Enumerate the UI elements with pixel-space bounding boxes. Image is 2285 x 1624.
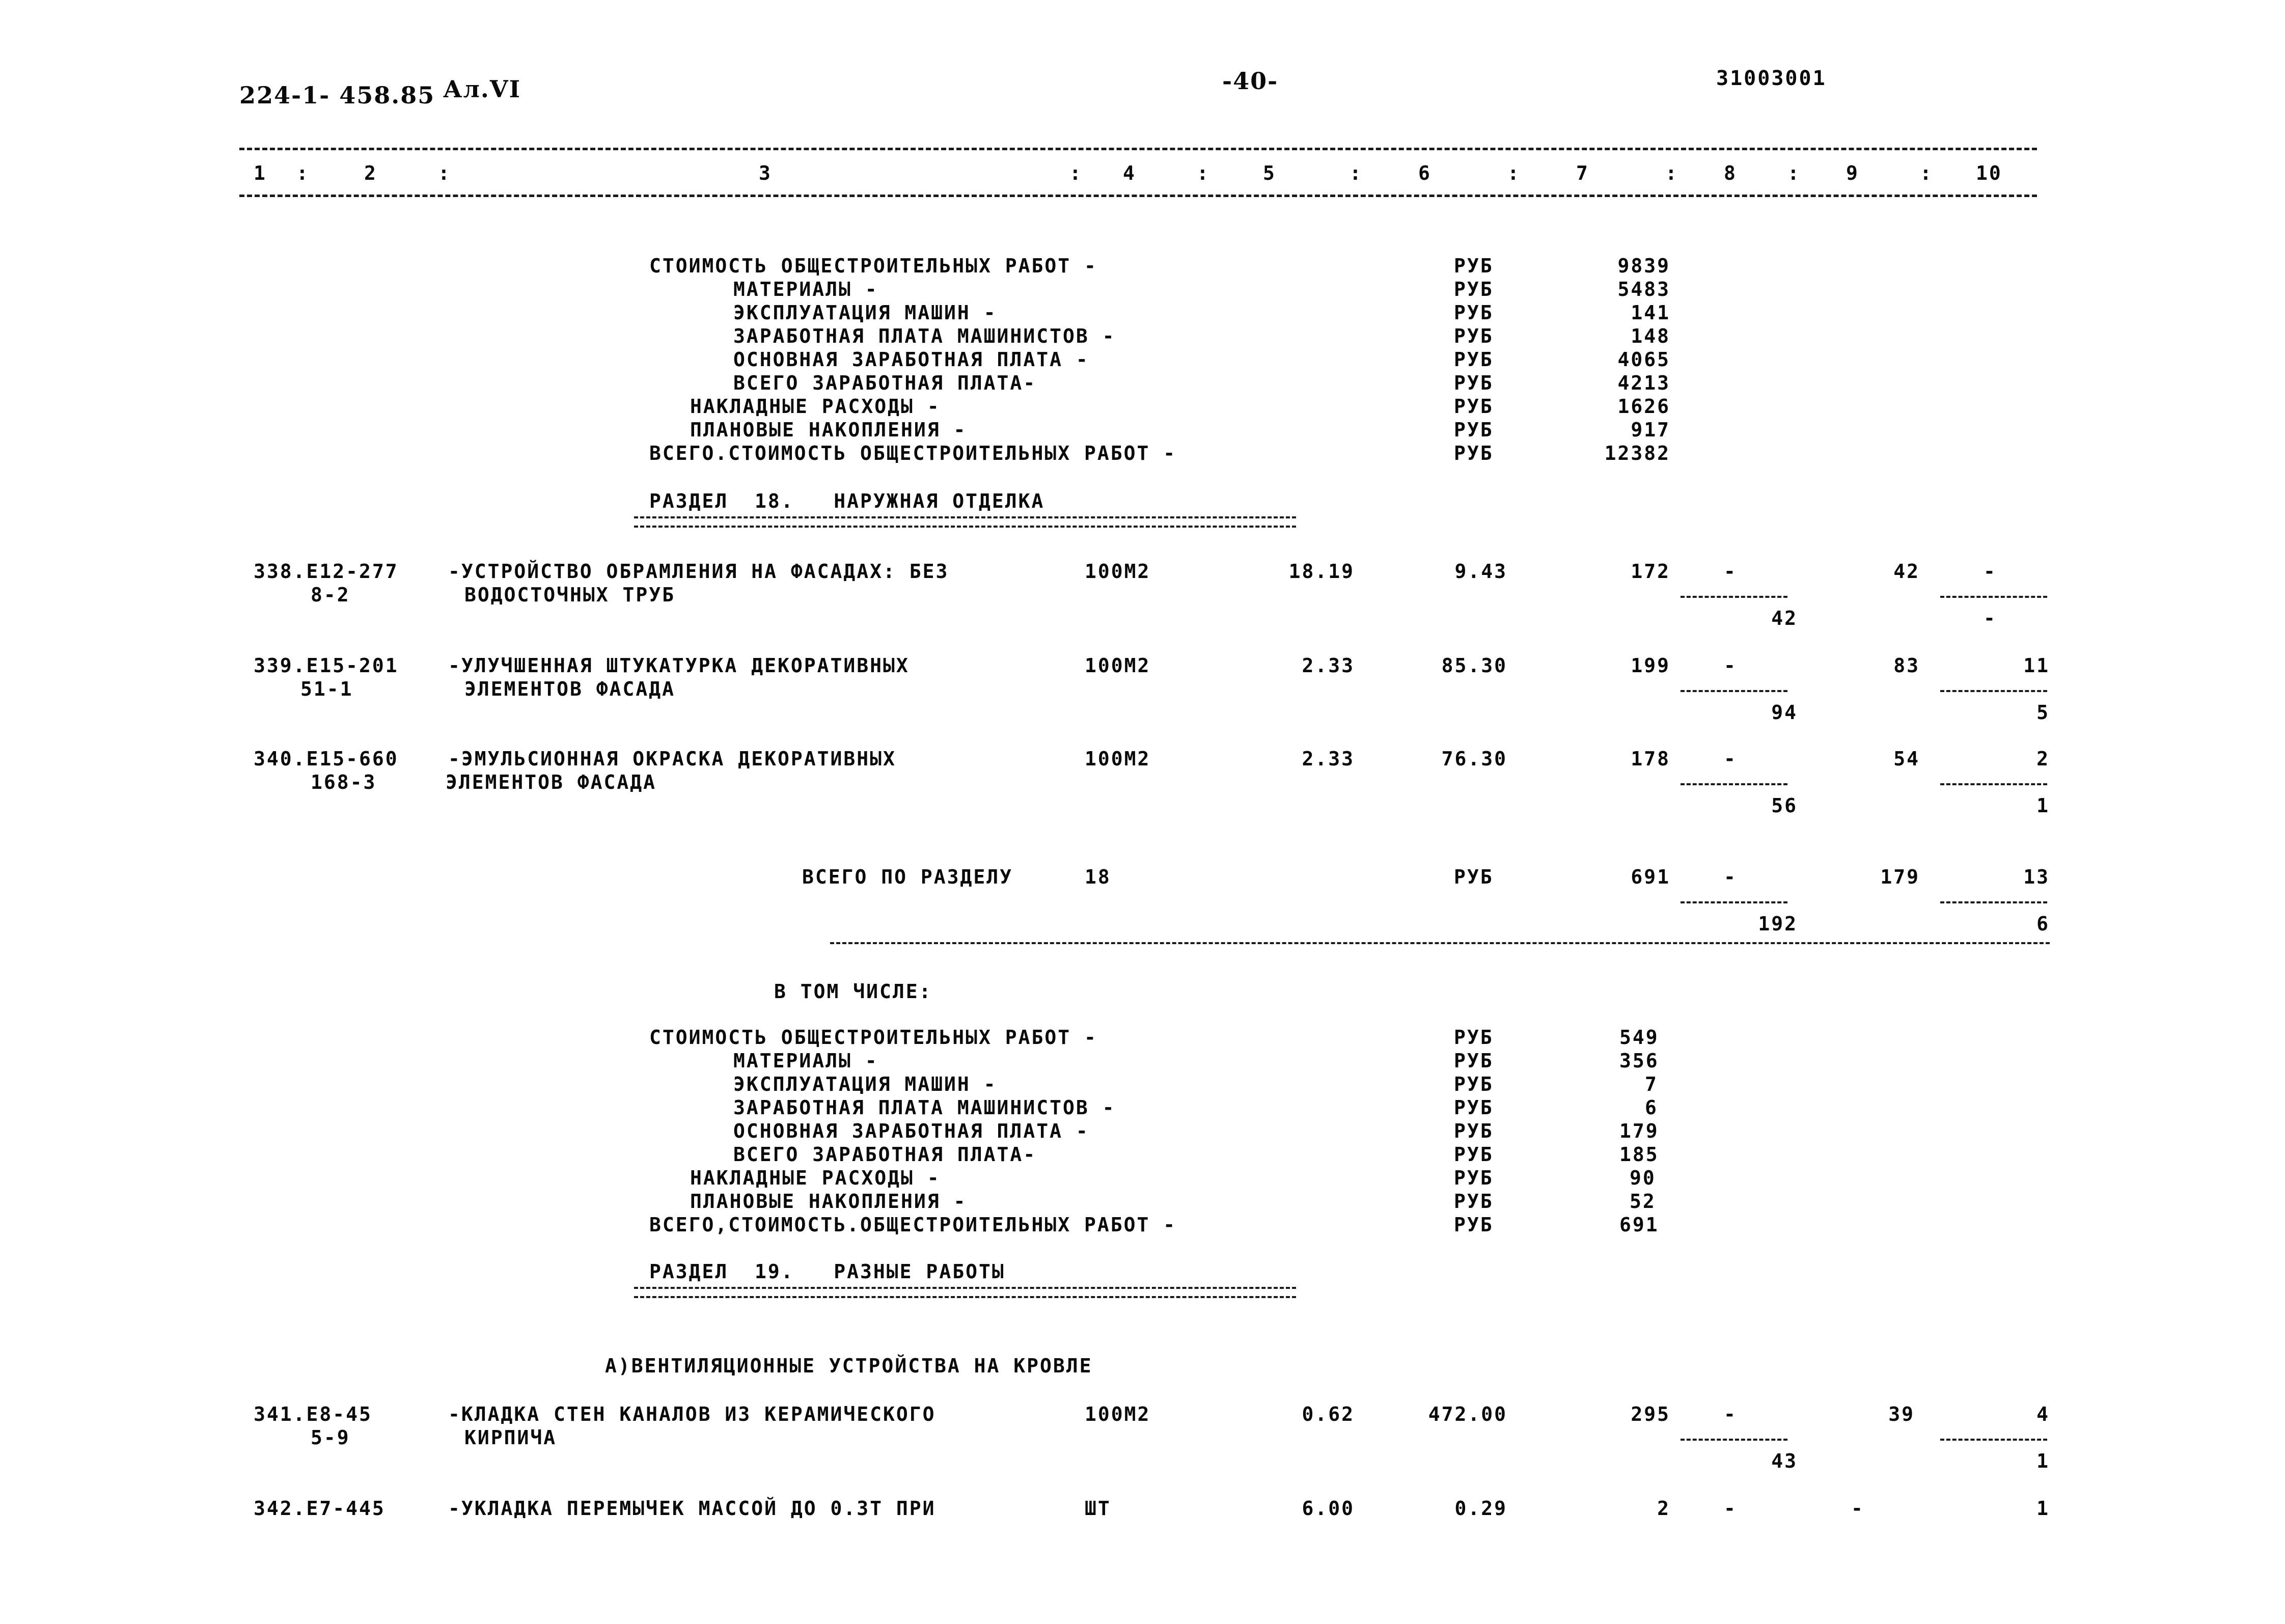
row-unit: 100М2	[1085, 560, 1151, 583]
section-total-rule	[830, 942, 2050, 944]
row-code: 342.Е7-445	[254, 1497, 386, 1520]
row-code-sub: 8-2	[311, 584, 350, 606]
summary-value: 7	[1645, 1073, 1658, 1095]
summary-label: МАТЕРИАЛЫ -	[733, 1050, 878, 1072]
row-col8: -	[1724, 654, 1737, 677]
summary-label: ЗАРАБОТНАЯ ПЛАТА МАШИНИСТОВ -	[733, 325, 1116, 347]
row-col9: 42	[1893, 560, 1920, 583]
summary-value: 141	[1631, 301, 1670, 324]
summary-label: МАТЕРИАЛЫ -	[733, 278, 878, 300]
summary-label: НАКЛАДНЫЕ РАСХОДЫ -	[690, 395, 941, 418]
summary-label: ОСНОВНАЯ ЗАРАБОТНАЯ ПЛАТА -	[733, 348, 1089, 371]
section-19-title: РАЗДЕЛ 19. РАЗНЫЕ РАБОТЫ	[649, 1260, 1005, 1283]
summary-unit: РУБ	[1454, 348, 1494, 371]
column-4: 4	[1123, 162, 1136, 184]
row-col10-sub: -	[1984, 607, 1997, 629]
row-price: 0.29	[1454, 1497, 1507, 1520]
column-sep: :	[1069, 162, 1083, 184]
row-description: -ЭМУЛЬСИОННАЯ ОКРАСКА ДЕКОРАТИВНЫХ	[448, 748, 896, 770]
column-6: 6	[1418, 162, 1431, 184]
summary-unit: РУБ	[1454, 395, 1494, 418]
row-col10-rule	[1940, 690, 2047, 692]
summary-value: 356	[1619, 1050, 1659, 1072]
column-9: 9	[1846, 162, 1859, 184]
summary-label: ВСЕГО ЗАРАБОТНАЯ ПЛАТА-	[733, 1143, 1037, 1166]
column-1: 1	[254, 162, 267, 184]
row-price: 85.30	[1441, 654, 1507, 677]
section-19-subtitle: А)ВЕНТИЛЯЦИОННЫЕ УСТРОЙСТВА НА КРОВЛЕ	[605, 1355, 1093, 1377]
row-col8-rule	[1681, 783, 1787, 785]
column-sep: :	[1920, 162, 1933, 184]
row-col8: -	[1724, 560, 1737, 583]
summary-value: 5483	[1617, 278, 1670, 300]
row-description-cont: ЭЛЕМЕНТОВ ФАСАДА	[446, 771, 657, 793]
column-sep: :	[1665, 162, 1678, 184]
header-rule-bottom	[239, 195, 2037, 197]
row-quantity: 2.33	[1302, 748, 1355, 770]
row-description-cont: ВОДОСТОЧНЫХ ТРУБ	[464, 584, 676, 606]
summary-value: 90	[1630, 1167, 1656, 1189]
summary-label: ЭКСПЛУАТАЦИЯ МАШИН -	[733, 301, 997, 324]
row-code: 338.Е12-277	[254, 560, 399, 583]
summary-value: 6	[1645, 1096, 1658, 1119]
section-total-col8-sub: 192	[1758, 913, 1798, 935]
row-col10: -	[1984, 560, 1997, 583]
row-unit: 100М2	[1085, 654, 1151, 677]
document-code-right: 31003001	[1716, 67, 1827, 90]
summary-value: 12382	[1604, 442, 1670, 464]
document-code: 224-1- 458.85	[239, 81, 435, 109]
row-col9: 39	[1888, 1403, 1915, 1425]
section-total-col10: 13	[2023, 866, 2050, 888]
summary-unit: РУБ	[1454, 301, 1494, 324]
summary-label: СТОИМОСТЬ ОБЩЕСТРОИТЕЛЬНЫХ РАБОТ -	[649, 1026, 1097, 1049]
summary-label: СТОИМОСТЬ ОБЩЕСТРОИТЕЛЬНЫХ РАБОТ -	[649, 255, 1097, 277]
row-quantity: 2.33	[1302, 654, 1355, 677]
column-sep: :	[296, 162, 310, 184]
column-3: 3	[759, 162, 772, 184]
column-8: 8	[1724, 162, 1737, 184]
section-total-number: 18	[1085, 866, 1111, 888]
row-col8-rule	[1681, 690, 1787, 692]
row-col10-rule	[1940, 596, 2047, 598]
summary-label: ЗАРАБОТНАЯ ПЛАТА МАШИНИСТОВ -	[733, 1096, 1116, 1119]
summary-value: 691	[1619, 1214, 1659, 1236]
summary-label: ЭКСПЛУАТАЦИЯ МАШИН -	[733, 1073, 997, 1095]
column-sep: :	[1350, 162, 1363, 184]
row-quantity: 18.19	[1288, 560, 1355, 583]
column-sep: :	[438, 162, 451, 184]
row-col8-sub: 42	[1771, 607, 1798, 629]
summary-unit: РУБ	[1454, 1120, 1494, 1142]
summary-unit: РУБ	[1454, 1190, 1494, 1213]
row-code: 339.Е15-201	[254, 654, 399, 677]
summary-unit: РУБ	[1454, 419, 1494, 441]
row-total: 2	[1657, 1497, 1670, 1520]
summary-label: ПЛАНОВЫЕ НАКОПЛЕНИЯ -	[690, 1190, 967, 1213]
summary-label: ОСНОВНАЯ ЗАРАБОТНАЯ ПЛАТА -	[733, 1120, 1089, 1142]
column-10: 10	[1976, 162, 2002, 184]
row-total: 172	[1631, 560, 1670, 583]
summary-unit: РУБ	[1454, 442, 1494, 464]
row-price: 472.00	[1428, 1403, 1507, 1425]
row-col10-rule	[1940, 783, 2047, 785]
row-col10: 1	[2036, 1497, 2050, 1520]
row-total: 178	[1631, 748, 1670, 770]
section-total-col10-sub: 6	[2036, 913, 2050, 935]
summary-unit: РУБ	[1454, 1096, 1494, 1119]
column-5: 5	[1263, 162, 1276, 184]
section-total-col10-rule	[1940, 901, 2047, 903]
column-sep: :	[1507, 162, 1521, 184]
summary-value: 549	[1619, 1026, 1659, 1049]
summary-unit: РУБ	[1454, 1050, 1494, 1072]
row-code: 340.Е15-660	[254, 748, 399, 770]
summary-unit: РУБ	[1454, 278, 1494, 300]
section-total-unit: РУБ	[1454, 866, 1494, 888]
row-description: -КЛАДКА СТЕН КАНАЛОВ ИЗ КЕРАМИЧЕСКОГО	[448, 1403, 936, 1425]
summary-value: 4065	[1617, 348, 1670, 371]
row-col10-sub: 1	[2036, 1450, 2050, 1472]
section-total-label: ВСЕГО ПО РАЗДЕЛУ	[802, 866, 1013, 888]
row-col10: 4	[2036, 1403, 2050, 1425]
summary-label: ВСЕГО ЗАРАБОТНАЯ ПЛАТА-	[733, 372, 1037, 394]
summary-value: 917	[1631, 419, 1670, 441]
section-18-underline	[634, 516, 1296, 528]
row-code-sub: 51-1	[300, 678, 353, 700]
row-description-cont: КИРПИЧА	[464, 1426, 557, 1449]
row-description: -УСТРОЙСТВО ОБРАМЛЕНИЯ НА ФАСАДАХ: БЕЗ	[448, 560, 949, 583]
summary-value: 9839	[1617, 255, 1670, 277]
row-quantity: 0.62	[1302, 1403, 1355, 1425]
row-code-sub: 168-3	[311, 771, 377, 793]
row-col10-sub: 5	[2036, 701, 2050, 724]
summary-unit: РУБ	[1454, 255, 1494, 277]
album-number: Ал.VI	[443, 75, 521, 103]
column-sep: :	[1787, 162, 1801, 184]
row-description: -УЛУЧШЕННАЯ ШТУКАТУРКА ДЕКОРАТИВНЫХ	[448, 654, 910, 677]
row-col8: -	[1724, 748, 1737, 770]
summary-unit: РУБ	[1454, 325, 1494, 347]
summary-label: НАКЛАДНЫЕ РАСХОДЫ -	[690, 1167, 941, 1189]
summary-value: 185	[1619, 1143, 1659, 1166]
section-total-col8: -	[1724, 866, 1737, 888]
summary-label: ПЛАНОВЫЕ НАКОПЛЕНИЯ -	[690, 419, 967, 441]
column-7: 7	[1576, 162, 1589, 184]
summary-unit: РУБ	[1454, 1073, 1494, 1095]
summary-value: 4213	[1617, 372, 1670, 394]
summary-value: 179	[1619, 1120, 1659, 1142]
row-col9: 54	[1893, 748, 1920, 770]
row-col8-rule	[1681, 1439, 1787, 1441]
summary-label: ВСЕГО.СТОИМОСТЬ ОБЩЕСТРОИТЕЛЬНЫХ РАБОТ -	[649, 442, 1177, 464]
row-col9: 83	[1893, 654, 1920, 677]
summary-label: ВСЕГО,СТОИМОСТЬ.ОБЩЕСТРОИТЕЛЬНЫХ РАБОТ -	[649, 1214, 1177, 1236]
row-price: 9.43	[1454, 560, 1507, 583]
row-code-sub: 5-9	[311, 1426, 350, 1449]
row-total: 295	[1631, 1403, 1670, 1425]
row-col9: -	[1851, 1497, 1864, 1520]
summary-unit: РУБ	[1454, 1026, 1494, 1049]
row-description-cont: ЭЛЕМЕНТОВ ФАСАДА	[464, 678, 676, 700]
row-unit: 100М2	[1085, 1403, 1151, 1425]
row-col8-sub: 56	[1771, 794, 1798, 817]
summary-unit: РУБ	[1454, 1167, 1494, 1189]
row-col8: -	[1724, 1497, 1737, 1520]
row-col10-sub: 1	[2036, 794, 2050, 817]
row-quantity: 6.00	[1302, 1497, 1355, 1520]
section-19-underline	[634, 1287, 1296, 1298]
row-total: 199	[1631, 654, 1670, 677]
header-rule-top	[239, 148, 2037, 150]
section-total-value: 691	[1631, 866, 1670, 888]
row-col10: 2	[2036, 748, 2050, 770]
summary-unit: РУБ	[1454, 372, 1494, 394]
row-col8-sub: 94	[1771, 701, 1798, 724]
summary-value: 1626	[1617, 395, 1670, 418]
summary-value: 148	[1631, 325, 1670, 347]
row-col8-rule	[1681, 596, 1787, 598]
row-col10-rule	[1940, 1439, 2047, 1441]
row-description: -УКЛАДКА ПЕРЕМЫЧЕК МАССОЙ ДО 0.3Т ПРИ	[448, 1497, 936, 1520]
row-col10: 11	[2023, 654, 2050, 677]
section-total-col9: 179	[1880, 866, 1920, 888]
row-unit: 100М2	[1085, 748, 1151, 770]
section-18-title: РАЗДЕЛ 18. НАРУЖНАЯ ОТДЕЛКА	[649, 490, 1045, 512]
row-col8-sub: 43	[1771, 1450, 1798, 1472]
column-sep: :	[1197, 162, 1210, 184]
summary-unit: РУБ	[1454, 1214, 1494, 1236]
including-label: В ТОМ ЧИСЛЕ:	[774, 980, 932, 1003]
summary-value: 52	[1630, 1190, 1656, 1213]
row-col8: -	[1724, 1403, 1737, 1425]
page-number: -40-	[1222, 67, 1279, 95]
row-price: 76.30	[1441, 748, 1507, 770]
column-2: 2	[364, 162, 377, 184]
row-code: 341.Е8-45	[254, 1403, 372, 1425]
summary-unit: РУБ	[1454, 1143, 1494, 1166]
section-total-col8-rule	[1681, 901, 1787, 903]
row-unit: ШТ	[1085, 1497, 1111, 1520]
